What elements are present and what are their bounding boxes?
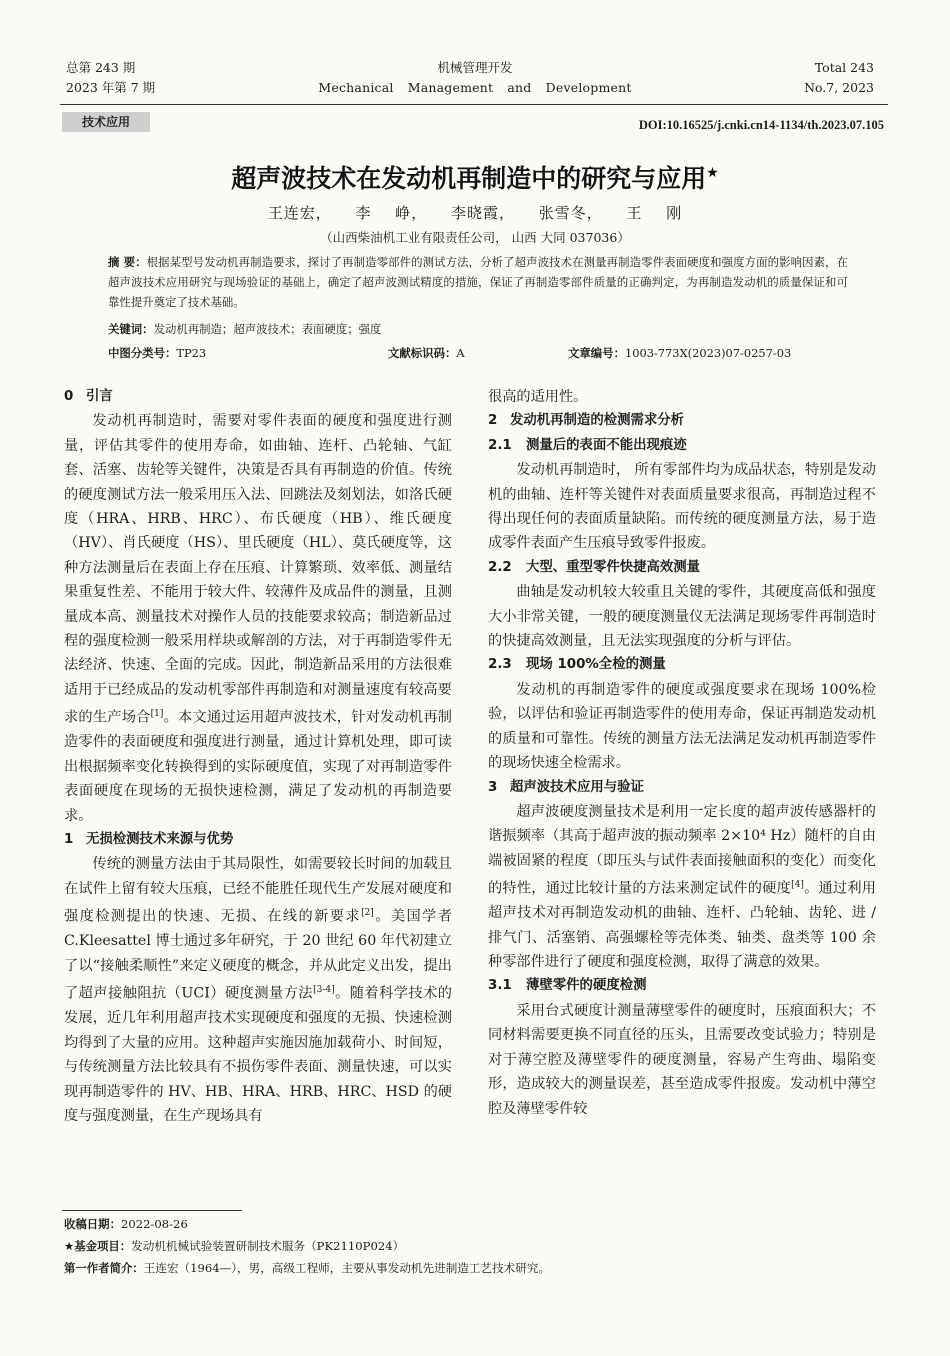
footnote-fund: ★基金项目：发动机机械试验装置研制技术服务（PK2110P024）: [64, 1239, 405, 1253]
footnote-author: 第一作者简介：王连宏（1964—），男，高级工程师，主要从事发动机先进制造工艺技术研究。: [64, 1261, 551, 1275]
section-heading: 2 发动机再制造的检测需求分析: [488, 413, 685, 429]
clc-label: 中图分类号：: [108, 346, 177, 360]
abstract-label: 摘 要：: [108, 255, 147, 269]
citation: [3-4]: [313, 985, 335, 996]
keywords-text: 发动机再制造；超声波技术；表面硬度；强度: [153, 322, 382, 336]
citation: [1]: [150, 709, 164, 720]
doc-code-label: 文献标识码：: [388, 346, 457, 360]
paragraph: 曲轴是发动机较大较重且关键的零件，其硬度高低和强度大小非常关键，一般的硬度测量仪无法满足现场零件再制造时的快捷高效测量，且无法实现强度的分析与评估。: [488, 584, 876, 650]
article-number-label: 文章编号：: [568, 346, 625, 360]
header-right: [730, 58, 874, 98]
paragraph: 采用台式硬度计测量薄壁零件的硬度时，压痕面积大；不同材料需要更换不同直径的压头，且需要改变试验力；特别是对于薄空腔及薄壁零件的硬度测量，容易产生弯曲、塌陷变形，造成较大的测量误差，甚至造成零件报废。发动机中薄空腔及薄壁零件较: [488, 1002, 876, 1117]
article-number: [568, 344, 791, 362]
keywords: [108, 320, 848, 338]
authors: 王连宏， 李 峥， 李晓霞， 张雪冬， 王 刚: [267, 204, 683, 222]
journal-title-cn: 机械管理开发: [437, 60, 513, 75]
footnote-received: 收稿日期：2022-08-26: [64, 1217, 188, 1231]
abstract: [108, 252, 848, 312]
subsection-heading: 3.1 薄壁零件的硬度检测: [488, 978, 647, 994]
title-fund-mark: ★: [706, 165, 719, 181]
abstract-text: 根据某型号发动机再制造要求，探讨了再制造零部件的测试方法，分析了超声波技术在测量再制造零件表面硬度和强度方面的影响因素，在超声波技术应用研究与现场验证的基础上，确定了超声波测试精度的措施，保证了再制造零部件质量的正确判定，为再制造发动机的质量保证和可靠性提升奠定了技术基础。: [108, 255, 848, 309]
paragraph: 传统的测量方法由于其局限性，如需要较长时间的加载且在试件上留有较大压痕，已经不能胜任现代生产发展对硬度和强度检测提出的快速、无损、在线的新要求[2]。美国学者 C.Kleesattel 博士通过多年研究，于 20 世纪 60 年代初建立了以“接触柔顺性”来定义硬度的概念，并从此定义出发，提出了超声接触阻抗（UCI）硬度测量方法[3-4]。随着科学技术的发展，近几年利用超声技术实现硬度和强度的无损、快速检测均得到了大量的应用。这种超声实施因施加载荷小、时间短，与传统测量方法比较具有不损伤零件表面、测量快速，可以实现再制造零件的 HV、HB、HRA、HRB、HRC、HSD 的硬度与强度测量，在生产现场具有: [64, 856, 452, 1124]
citation: [4]: [791, 880, 804, 891]
paragraph: 发动机的再制造零件的硬度或强度要求在现场 100%检验，以评估和验证再制造零件的使用寿命，保证再制造发动机的质量和可靠性。传统的测量方法无法满足发动机再制造零件的现场快速全检需求。: [488, 681, 876, 772]
article-title-text: 超声波技术在发动机再制造中的研究与应用: [231, 164, 707, 193]
body-column-left: [64, 385, 452, 1128]
article-title: [0, 156, 950, 196]
subsection-heading: 2.1 测量后的表面不能出现痕迹: [488, 437, 687, 453]
affiliation: （山西柴油机工业有限责任公司， 山西 大同 037036）: [320, 230, 630, 245]
clc-number: [108, 344, 206, 362]
keywords-label: 关键词：: [108, 322, 154, 336]
paragraph-continued: 很高的适用性。: [488, 389, 588, 405]
subsection-heading: 2.2 大型、重型零件快捷高效测量: [488, 559, 701, 575]
footnote-rule: [62, 1210, 242, 1211]
doc-code-value: A: [456, 346, 465, 360]
body-column-right: [488, 385, 876, 1121]
subsection-heading: 2.3 现场 100%全检的测量: [488, 657, 666, 673]
citation: [2]: [361, 908, 374, 919]
issue-total-cn: 总第 243 期: [66, 60, 136, 75]
document-code: [388, 344, 465, 362]
issue-year-cn: 2023 年第 7 期: [66, 80, 156, 95]
paragraph: 发动机再制造时，需要对零件表面的硬度和强度进行测量，评估其零件的使用寿命，如曲轴、连杆、凸轮轴、气缸套、活塞、齿轮等关键件，决策是否具有再制造的价值。传统的硬度测试方法一般采用压入法、回跳法及刻划法，如洛氏硬度（HRA、HRB、HRC）、布氏硬度（HB）、维氏硬度（HV）、肖氏硬度（HS）、里氏硬度（HL）、莫氏硬度等，这种方法测量后在表面上存在压痕、计算繁琐、效率低、测量结果重复性差、不能用于较大件、较薄件及成品件的测量，且测量成本高、测量技术对操作人员的技能要求较高；制造新品过程的强度检测一般采用样块或解剖的方法，对于再制造零件无法经济、快速、全面的完成。因此，制造新品采用的方法很难适用于已经成品的发动机零部件再制造和对测量速度有较高要求的生产场合[1]。本文通过运用超声波技术，针对发动机再制造零件的表面硬度和强度进行测量，通过计算机处理，即可读出根据频率变化转换得到的实际硬度值，实现了对再制造零件表面硬度在现场的无损快速检测，满足了发动机的再制造要求。: [64, 413, 452, 824]
journal-title-en: Mechanical Management and Development: [318, 80, 632, 95]
doi: DOI:10.16525/j.cnki.cn14-1134/th.2023.07.105: [638, 118, 884, 132]
clc-value: TP23: [176, 346, 207, 360]
paragraph: 发动机再制造时， 所有零部件均为成品状态，特别是发动机的曲轴、连杆等关键件对表面质量要求很高，再制造过程不得出现任何的表面质量缺陷。而传统的硬度测量方法，易于造成零件表面产生压痕导致零件报废。: [488, 462, 876, 552]
header-rule: [60, 104, 888, 105]
issue-no-en: No.7, 2023: [804, 80, 874, 95]
issue-total-en: Total 243: [814, 60, 874, 75]
section-heading: 0 引言: [64, 389, 113, 404]
article-number-value: 1003-773X(2023)07-0257-03: [624, 346, 792, 360]
paragraph: 超声波硬度测量技术是利用一定长度的超声波传感器杆的谐振频率（其高于超声波的振动频率 2×10⁴ Hz）随杆的自由端被固紧的程度（即压头与试件表面接触面积的变化）而变化的特性，通过比较计量的方法来测定试件的硬度[4]。通过利用超声技术对再制造发动机的曲轴、连杆、凸轮轴、齿轮、进 / 排气门、活塞销、高强螺栓等壳体类、轴类、盘类等 100 余种零部件进行了硬度和强度检测，取得了满意的效果。: [488, 803, 876, 971]
section-heading: 3 超声波技术应用与验证: [488, 779, 644, 795]
section-tag: 技术应用: [62, 112, 150, 132]
section-heading: 1 无损检测技术来源与优势: [64, 832, 234, 848]
